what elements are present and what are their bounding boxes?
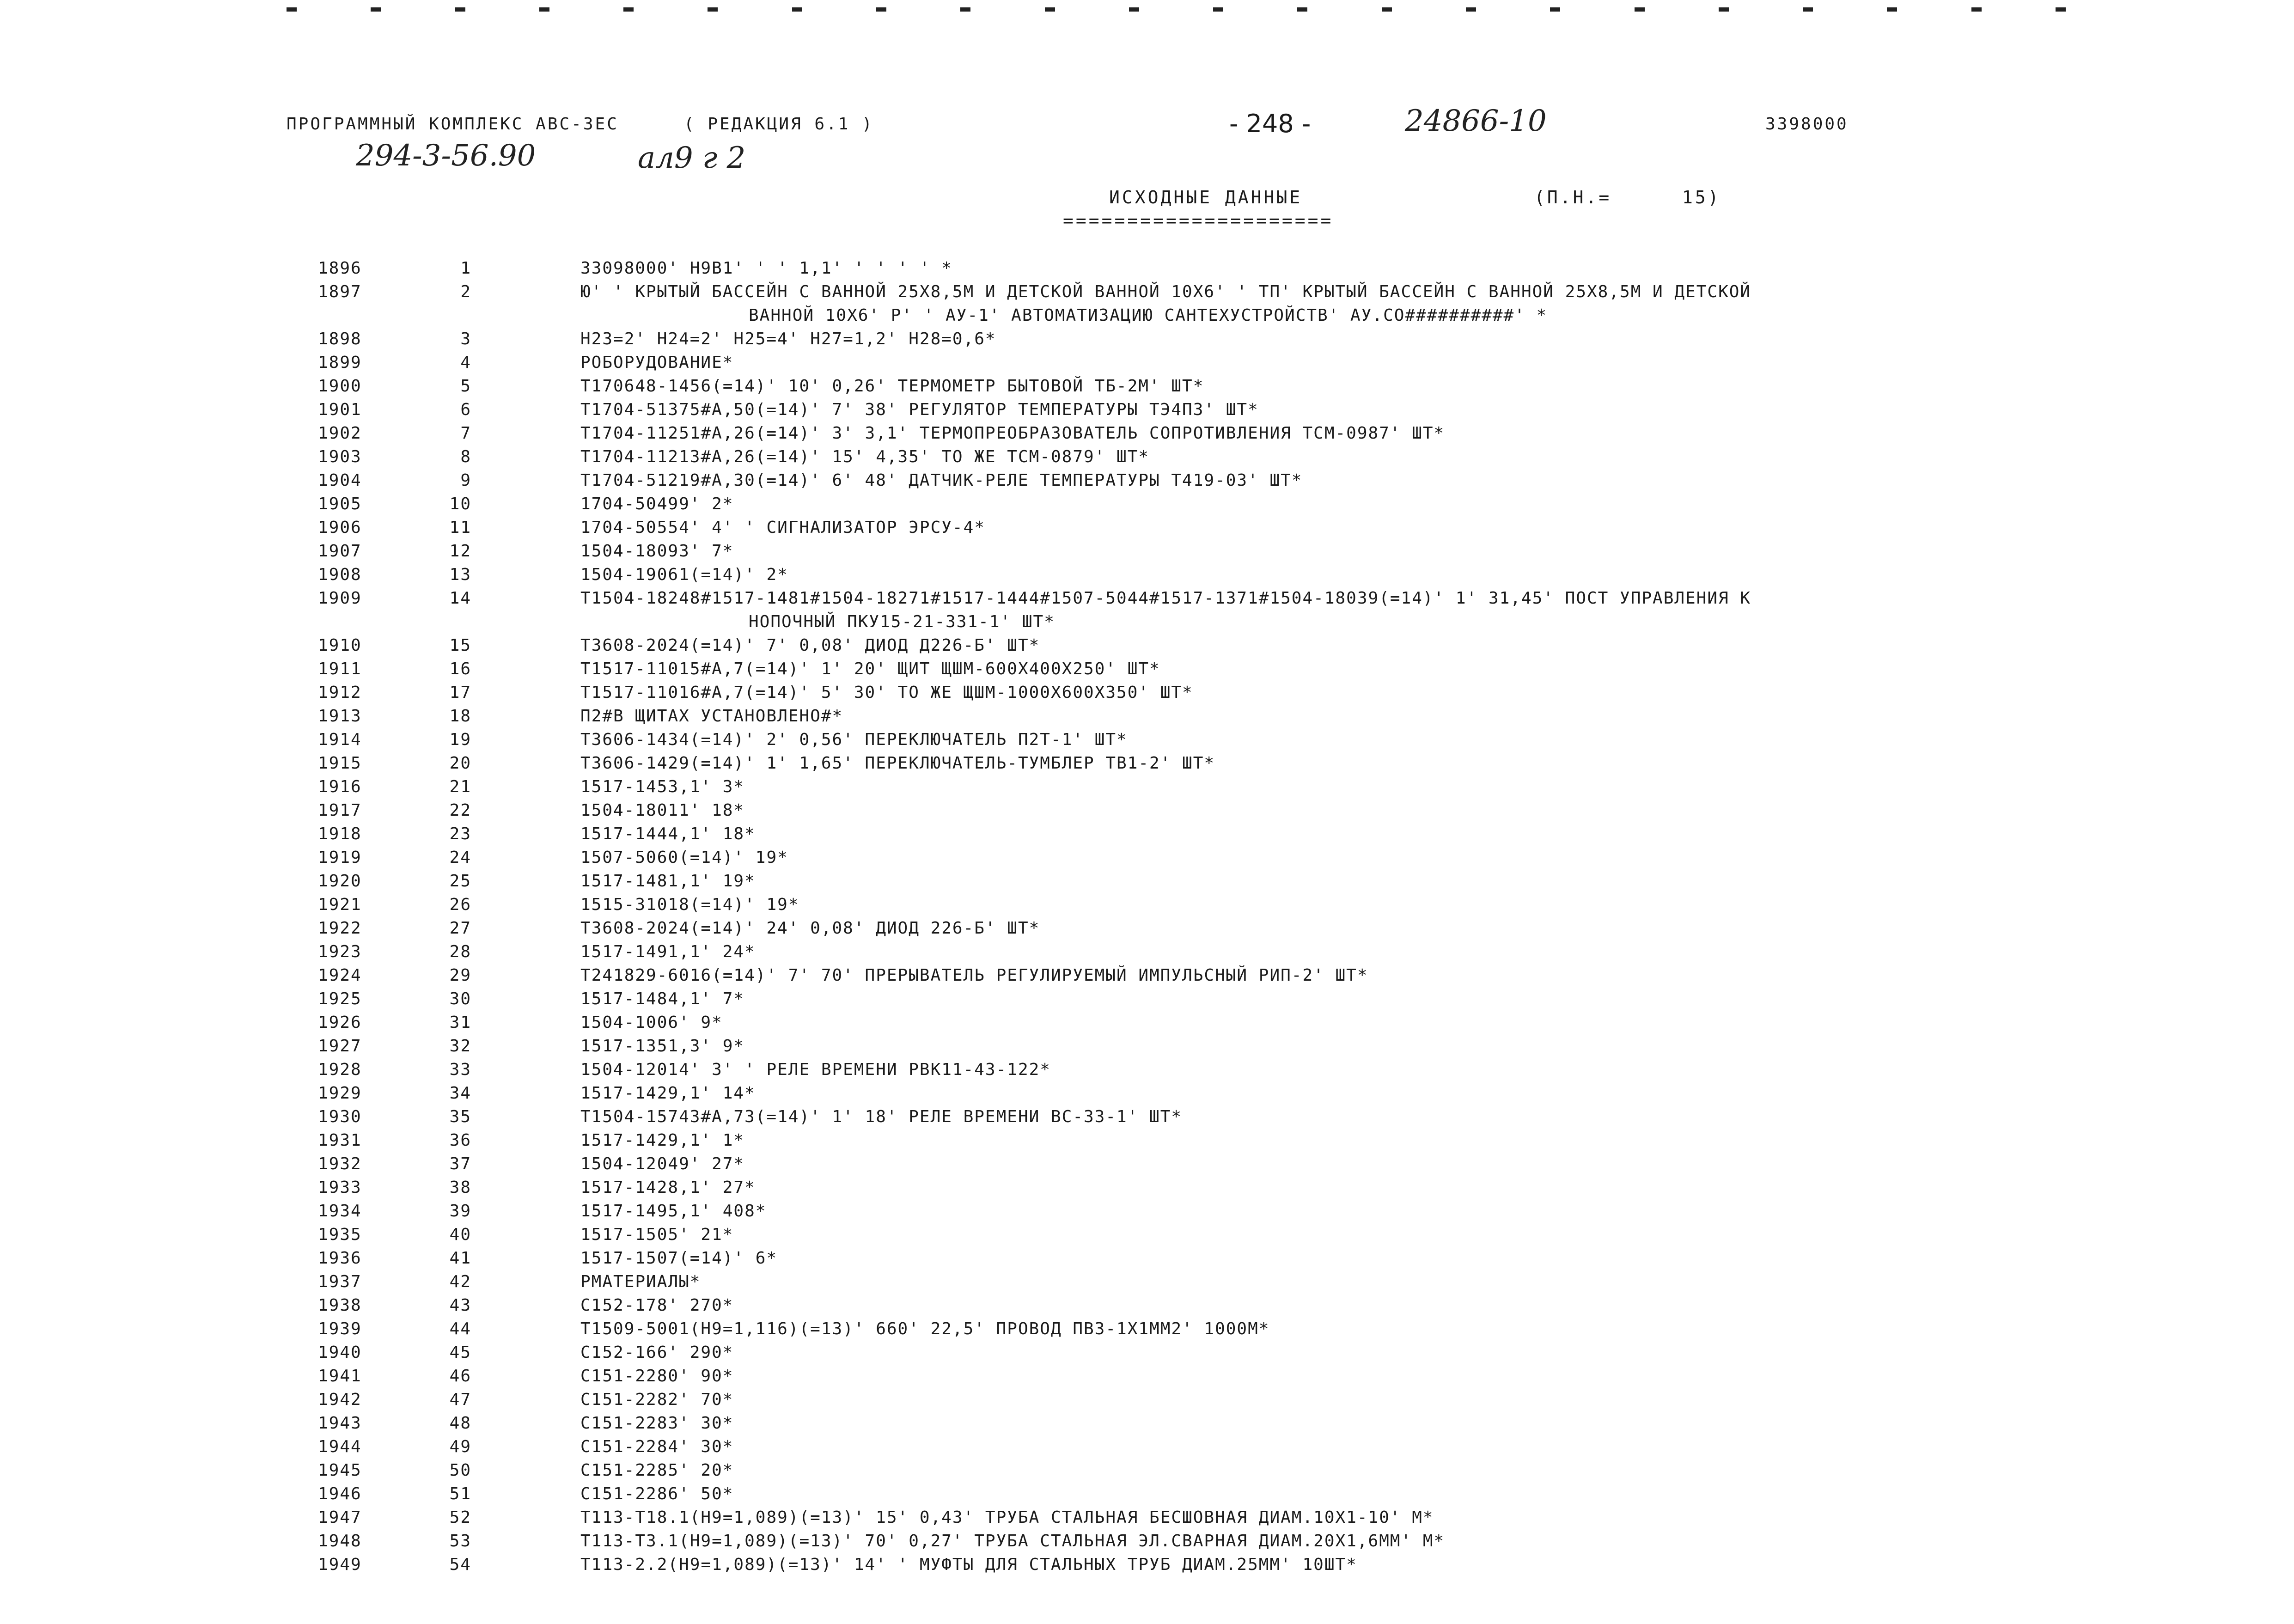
record-text: РОБОРУДОВАНИЕ*: [580, 353, 734, 372]
dash: [1045, 7, 1055, 12]
record-text: Т3608-2024(=14)' 7' 0,08' ДИОД Д226-Б' ШТ*: [580, 636, 1040, 655]
record-number: 41: [449, 1249, 471, 1268]
record-text: Т3606-1429(=14)' 1' 1,65' ПЕРЕКЛЮЧАТЕЛЬ-ТУМБЛЕР ТВ1-2' ШТ*: [580, 754, 1215, 773]
record-number: 42: [449, 1272, 471, 1291]
listing-row: [0, 586, 2294, 610]
record-number: 43: [449, 1296, 471, 1315]
line-number: 1901: [318, 400, 362, 419]
record-text: 1517-1351,3' 9*: [580, 1037, 745, 1056]
listing-row: [0, 1553, 2294, 1576]
section-underline: =====================: [1063, 210, 1334, 231]
line-number: 1945: [318, 1461, 362, 1480]
record-number: 6: [460, 400, 471, 419]
listing-row: [0, 563, 2294, 586]
listing-row: [0, 940, 2294, 964]
record-number: 21: [449, 777, 471, 796]
listing-row: [0, 1270, 2294, 1294]
line-number: 1938: [318, 1296, 362, 1315]
record-text: 33098000' Н9В1' ' ' 1,1' ' ' ' ' *: [580, 259, 952, 278]
record-number: 18: [449, 707, 471, 726]
record-text: 1515-31018(=14)' 19*: [580, 895, 799, 914]
section-title: ИСХОДНЫЕ ДАННЫЕ: [1109, 187, 1303, 208]
record-text: Т1509-5001(Н9=1,116)(=13)' 660' 22,5' ПРОВОД ПВЗ-1Х1ММ2' 1000М*: [580, 1319, 1270, 1338]
dash: [1803, 7, 1813, 12]
listing-row: [0, 1223, 2294, 1246]
listing-row: [0, 681, 2294, 704]
listing-row: [0, 1058, 2294, 1081]
listing-row: [0, 869, 2294, 893]
line-number: 1913: [318, 707, 362, 726]
dash: [876, 7, 886, 12]
record-number: 4: [460, 353, 471, 372]
listing-row: [0, 351, 2294, 374]
listing-row: [0, 445, 2294, 469]
listing-row: [0, 1317, 2294, 1341]
record-text: РМАТЕРИАЛЫ*: [580, 1272, 701, 1291]
dash: [623, 7, 634, 12]
record-text-continuation: НОПОЧНЫЙ ПКУ15-21-331-1' ШТ*: [749, 612, 1055, 631]
record-number: 17: [449, 683, 471, 702]
dash: [1635, 7, 1645, 12]
record-text: С151-2280' 90*: [580, 1367, 734, 1386]
record-text: 1517-1429,1' 1*: [580, 1131, 745, 1150]
record-text: С151-2282' 70*: [580, 1390, 734, 1409]
record-number: 29: [449, 966, 471, 985]
record-number: 46: [449, 1367, 471, 1386]
line-number: 1904: [318, 471, 362, 490]
listing-row: [0, 469, 2294, 492]
record-text: Т3608-2024(=14)' 24' 0,08' ДИОД 226-Б' ШТ*: [580, 919, 1040, 938]
pn-value: 15): [1682, 187, 1721, 208]
record-number: 30: [449, 989, 471, 1008]
record-number: 52: [449, 1508, 471, 1527]
edition-label: ( РЕДАКЦИЯ 6.1 ): [684, 115, 874, 134]
listing-row: [0, 1034, 2294, 1058]
line-number: 1896: [318, 259, 362, 278]
record-number: 51: [449, 1484, 471, 1503]
listing-row: [0, 1176, 2294, 1199]
record-text: С151-2286' 50*: [580, 1484, 734, 1503]
listing-row: [0, 1011, 2294, 1034]
dash: [539, 7, 549, 12]
listing-row: [0, 634, 2294, 657]
record-number: 48: [449, 1414, 471, 1433]
record-text: 1517-1444,1' 18*: [580, 824, 756, 843]
line-number: 1939: [318, 1319, 362, 1338]
listing-row: [0, 822, 2294, 846]
source-listing: [0, 256, 2294, 1576]
line-number: 1903: [318, 447, 362, 466]
dash: [1213, 7, 1223, 12]
record-number: 40: [449, 1225, 471, 1244]
line-number: 1927: [318, 1037, 362, 1056]
record-text: 1504-18011' 18*: [580, 801, 745, 820]
listing-row: [0, 1364, 2294, 1388]
line-number: 1902: [318, 424, 362, 443]
line-number: 1948: [318, 1532, 362, 1551]
line-number: 1921: [318, 895, 362, 914]
line-number: 1934: [318, 1202, 362, 1221]
record-number: 16: [449, 659, 471, 678]
handwritten-note-left: 294-3-56.90: [356, 139, 536, 173]
listing-row: [0, 398, 2294, 421]
record-text: Ю' ' КРЫТЫЙ БАССЕЙН С ВАННОЙ 25Х8,5М И ДЕТСКОЙ ВАННОЙ 10Х6' ' ТП' КРЫТЫЙ БАССЕЙН С ВАННОЙ 25Х8,5М И ДЕТСКОЙ: [580, 282, 1751, 301]
listing-row: [0, 1506, 2294, 1529]
listing-row: [0, 1152, 2294, 1176]
record-number: 12: [449, 542, 471, 561]
listing-row: [0, 1129, 2294, 1152]
line-number: 1899: [318, 353, 362, 372]
record-number: 23: [449, 824, 471, 843]
record-text: 1704-50499' 2*: [580, 495, 734, 513]
line-number: 1916: [318, 777, 362, 796]
record-number: 33: [449, 1060, 471, 1079]
record-number: 5: [460, 377, 471, 396]
record-number: 3: [460, 330, 471, 348]
line-number: 1937: [318, 1272, 362, 1291]
line-number: 1920: [318, 872, 362, 891]
line-number: 1946: [318, 1484, 362, 1503]
record-text: 1504-12049' 27*: [580, 1154, 745, 1173]
line-number: 1924: [318, 966, 362, 985]
dash: [371, 7, 381, 12]
record-text: Т1504-18248#1517-1481#1504-18271#1517-1444#1507-5044#1517-1371#1504-18039(=14)' 1' 31,45' ПОСТ УПРАВЛЕНИЯ К: [580, 589, 1751, 608]
line-number: 1936: [318, 1249, 362, 1268]
line-number: 1910: [318, 636, 362, 655]
record-number: 44: [449, 1319, 471, 1338]
listing-row: [0, 964, 2294, 987]
listing-row: [0, 657, 2294, 681]
dash: [1550, 7, 1560, 12]
record-number: 9: [460, 471, 471, 490]
handwritten-number: 24866-10: [1405, 104, 1547, 138]
record-text: Т113-2.2(Н9=1,089)(=13)' 14' ' МУФТЫ ДЛЯ СТАЛЬНЫХ ТРУБ ДИАМ.25ММ' 10ШТ*: [580, 1555, 1357, 1574]
listing-row: [0, 374, 2294, 398]
record-number: 54: [449, 1555, 471, 1574]
record-number: 10: [449, 495, 471, 513]
record-number: 26: [449, 895, 471, 914]
listing-row: [0, 1388, 2294, 1411]
record-text: Н23=2' Н24=2' Н25=4' Н27=1,2' Н28=0,6*: [580, 330, 996, 348]
program-name: ПРОГРАММНЫЙ КОМПЛЕКС АВС-3ЕС: [287, 115, 619, 134]
record-text: Т241829-6016(=14)' 7' 70' ПРЕРЫВАТЕЛЬ РЕГУЛИРУЕМЫЙ ИМПУЛЬСНЫЙ РИП-2' ШТ*: [580, 966, 1368, 985]
dash: [455, 7, 465, 12]
record-text: Т113-Т18.1(Н9=1,089)(=13)' 15' 0,43' ТРУБА СТАЛЬНАЯ БЕСШОВНАЯ ДИАМ.10Х1-10' М*: [580, 1508, 1434, 1527]
record-text: С151-2285' 20*: [580, 1461, 734, 1480]
record-text: Т1517-11015#А,7(=14)' 1' 20' ЩИТ ЩШМ-600Х400Х250' ШТ*: [580, 659, 1160, 678]
line-number: 1898: [318, 330, 362, 348]
listing-row: [0, 1105, 2294, 1129]
record-text: 1517-1481,1' 19*: [580, 872, 756, 891]
record-number: 53: [449, 1532, 471, 1551]
line-number: 1940: [318, 1343, 362, 1362]
record-number: 31: [449, 1013, 471, 1032]
record-text: Т3606-1434(=14)' 2' 0,56' ПЕРЕКЛЮЧАТЕЛЬ П2Т-1' ШТ*: [580, 730, 1128, 749]
record-text: Т113-Т3.1(Н9=1,089)(=13)' 70' 0,27' ТРУБА СТАЛЬНАЯ ЭЛ.СВАРНАЯ ДИАМ.20Х1,6ММ' М*: [580, 1532, 1445, 1551]
listing-row: [0, 516, 2294, 539]
record-text: П2#В ЩИТАХ УСТАНОВЛЕНО#*: [580, 707, 843, 726]
record-text: 1517-1507(=14)' 6*: [580, 1249, 778, 1268]
record-number: 22: [449, 801, 471, 820]
line-number: 1944: [318, 1437, 362, 1456]
listing-row: [0, 893, 2294, 916]
record-text: Т1504-15743#А,73(=14)' 1' 18' РЕЛЕ ВРЕМЕНИ ВС-33-1' ШТ*: [580, 1107, 1183, 1126]
listing-row: [0, 1199, 2294, 1223]
record-number: 11: [449, 518, 471, 537]
record-number: 2: [460, 282, 471, 301]
line-number: 1912: [318, 683, 362, 702]
record-text: Т1704-51375#А,50(=14)' 7' 38' РЕГУЛЯТОР ТЕМПЕРАТУРЫ ТЭ4П3' ШТ*: [580, 400, 1259, 419]
record-number: 32: [449, 1037, 471, 1056]
listing-row: [0, 775, 2294, 799]
record-text: 1517-1484,1' 7*: [580, 989, 745, 1008]
dash: [1466, 7, 1476, 12]
page-number: - 248 -: [1229, 109, 1311, 138]
line-number: 1929: [318, 1084, 362, 1103]
dash: [287, 7, 297, 12]
record-number: 19: [449, 730, 471, 749]
line-number: 1922: [318, 919, 362, 938]
record-number: 49: [449, 1437, 471, 1456]
listing-row: [0, 987, 2294, 1011]
record-text: 1517-1453,1' 3*: [580, 777, 745, 796]
record-number: 36: [449, 1131, 471, 1150]
listing-row: [0, 1459, 2294, 1482]
line-number: 1909: [318, 589, 362, 608]
record-text: 1517-1495,1' 408*: [580, 1202, 767, 1221]
record-number: 39: [449, 1202, 471, 1221]
record-text: Т1517-11016#А,7(=14)' 5' 30' ТО ЖЕ ЩШМ-1000Х600Х350' ШТ*: [580, 683, 1193, 702]
listing-row: [0, 846, 2294, 869]
listing-row: [0, 1529, 2294, 1553]
dash: [1971, 7, 1982, 12]
listing-row: [0, 1482, 2294, 1506]
pn-label: (П.Н.=: [1534, 187, 1612, 208]
record-number: 25: [449, 872, 471, 891]
dash: [1719, 7, 1729, 12]
record-text-continuation: ВАННОЙ 10Х6' Р' ' АУ-1' АВТОМАТИЗАЦИЮ САНТЕХУСТРОЙСТВ' АУ.СО##########' *: [749, 306, 1548, 325]
line-number: 1917: [318, 801, 362, 820]
line-number: 1897: [318, 282, 362, 301]
line-number: 1943: [318, 1414, 362, 1433]
record-text: С151-2284' 30*: [580, 1437, 734, 1456]
listing-row: [0, 704, 2294, 728]
line-number: 1932: [318, 1154, 362, 1173]
line-number: 1919: [318, 848, 362, 867]
listing-row: [0, 256, 2294, 280]
handwritten-note-middle: ал9 г 2: [638, 141, 746, 175]
record-text: 1517-1428,1' 27*: [580, 1178, 756, 1197]
dash: [1129, 7, 1139, 12]
line-number: 1931: [318, 1131, 362, 1150]
line-number: 1928: [318, 1060, 362, 1079]
line-number: 1935: [318, 1225, 362, 1244]
line-number: 1911: [318, 659, 362, 678]
record-number: 37: [449, 1154, 471, 1173]
record-text: С152-166' 290*: [580, 1343, 734, 1362]
line-number: 1906: [318, 518, 362, 537]
record-text: 1507-5060(=14)' 19*: [580, 848, 788, 867]
line-number: 1930: [318, 1107, 362, 1126]
record-number: 50: [449, 1461, 471, 1480]
listing-row: [0, 1341, 2294, 1364]
dash: [708, 7, 718, 12]
listing-row: [0, 421, 2294, 445]
dash: [2056, 7, 2066, 12]
record-number: 45: [449, 1343, 471, 1362]
record-text: 1504-12014' 3' ' РЕЛЕ ВРЕМЕНИ РВК11-43-122*: [580, 1060, 1051, 1079]
listing-row: [0, 1081, 2294, 1105]
listing-row: [0, 916, 2294, 940]
record-number: 8: [460, 447, 471, 466]
record-number: 13: [449, 565, 471, 584]
listing-row: [0, 751, 2294, 775]
record-number: 24: [449, 848, 471, 867]
listing-row: [0, 280, 2294, 304]
listing-row: [0, 492, 2294, 516]
line-number: 1933: [318, 1178, 362, 1197]
line-number: 1949: [318, 1555, 362, 1574]
line-number: 1947: [318, 1508, 362, 1527]
top-perforation: [287, 0, 2066, 18]
record-number: 34: [449, 1084, 471, 1103]
record-number: 47: [449, 1390, 471, 1409]
dash: [792, 7, 802, 12]
dash: [960, 7, 970, 12]
listing-row-continuation: [0, 610, 2294, 634]
record-text: Т170648-1456(=14)' 10' 0,26' ТЕРМОМЕТР БЫТОВОЙ ТБ-2М' ШТ*: [580, 377, 1204, 396]
line-number: 1908: [318, 565, 362, 584]
record-text: Т1704-11251#А,26(=14)' 3' 3,1' ТЕРМОПРЕОБРАЗОВАТЕЛЬ СОПРОТИВЛЕНИЯ ТСМ-0987' ШТ*: [580, 424, 1445, 443]
listing-row: [0, 799, 2294, 822]
record-number: 14: [449, 589, 471, 608]
line-number: 1905: [318, 495, 362, 513]
listing-row: [0, 539, 2294, 563]
record-text: 1517-1429,1' 14*: [580, 1084, 756, 1103]
line-number: 1900: [318, 377, 362, 396]
dash: [1297, 7, 1307, 12]
line-number: 1914: [318, 730, 362, 749]
record-number: 1: [460, 259, 471, 278]
record-text: 1504-19061(=14)' 2*: [580, 565, 788, 584]
record-text: 1517-1505' 21*: [580, 1225, 734, 1244]
record-text: 1704-50554' 4' ' СИГНАЛИЗАТОР ЭРСУ-4*: [580, 518, 985, 537]
record-number: 15: [449, 636, 471, 655]
record-number: 20: [449, 754, 471, 773]
record-text: Т1704-51219#А,30(=14)' 6' 48' ДАТЧИК-РЕЛЕ ТЕМПЕРАТУРЫ Т419-03' ШТ*: [580, 471, 1303, 490]
listing-row-continuation: [0, 304, 2294, 327]
listing-row: [0, 728, 2294, 751]
record-number: 27: [449, 919, 471, 938]
record-number: 38: [449, 1178, 471, 1197]
line-number: 1915: [318, 754, 362, 773]
listing-row: [0, 1435, 2294, 1459]
record-text: Т1704-11213#А,26(=14)' 15' 4,35' ТО ЖЕ ТСМ-0879' ШТ*: [580, 447, 1150, 466]
dash: [1887, 7, 1897, 12]
listing-row: [0, 1246, 2294, 1270]
line-number: 1942: [318, 1390, 362, 1409]
listing-row: [0, 1411, 2294, 1435]
record-number: 28: [449, 942, 471, 961]
line-number: 1923: [318, 942, 362, 961]
listing-row: [0, 327, 2294, 351]
document-code: 3398000: [1765, 115, 1849, 134]
record-number: 35: [449, 1107, 471, 1126]
line-number: 1918: [318, 824, 362, 843]
line-number: 1925: [318, 989, 362, 1008]
dash: [1382, 7, 1392, 12]
line-number: 1926: [318, 1013, 362, 1032]
record-text: 1504-1006' 9*: [580, 1013, 723, 1032]
listing-row: [0, 1294, 2294, 1317]
record-text: 1517-1491,1' 24*: [580, 942, 756, 961]
line-number: 1907: [318, 542, 362, 561]
record-text: С151-2283' 30*: [580, 1414, 734, 1433]
record-number: 7: [460, 424, 471, 443]
record-text: 1504-18093' 7*: [580, 542, 734, 561]
line-number: 1941: [318, 1367, 362, 1386]
record-text: С152-178' 270*: [580, 1296, 734, 1315]
